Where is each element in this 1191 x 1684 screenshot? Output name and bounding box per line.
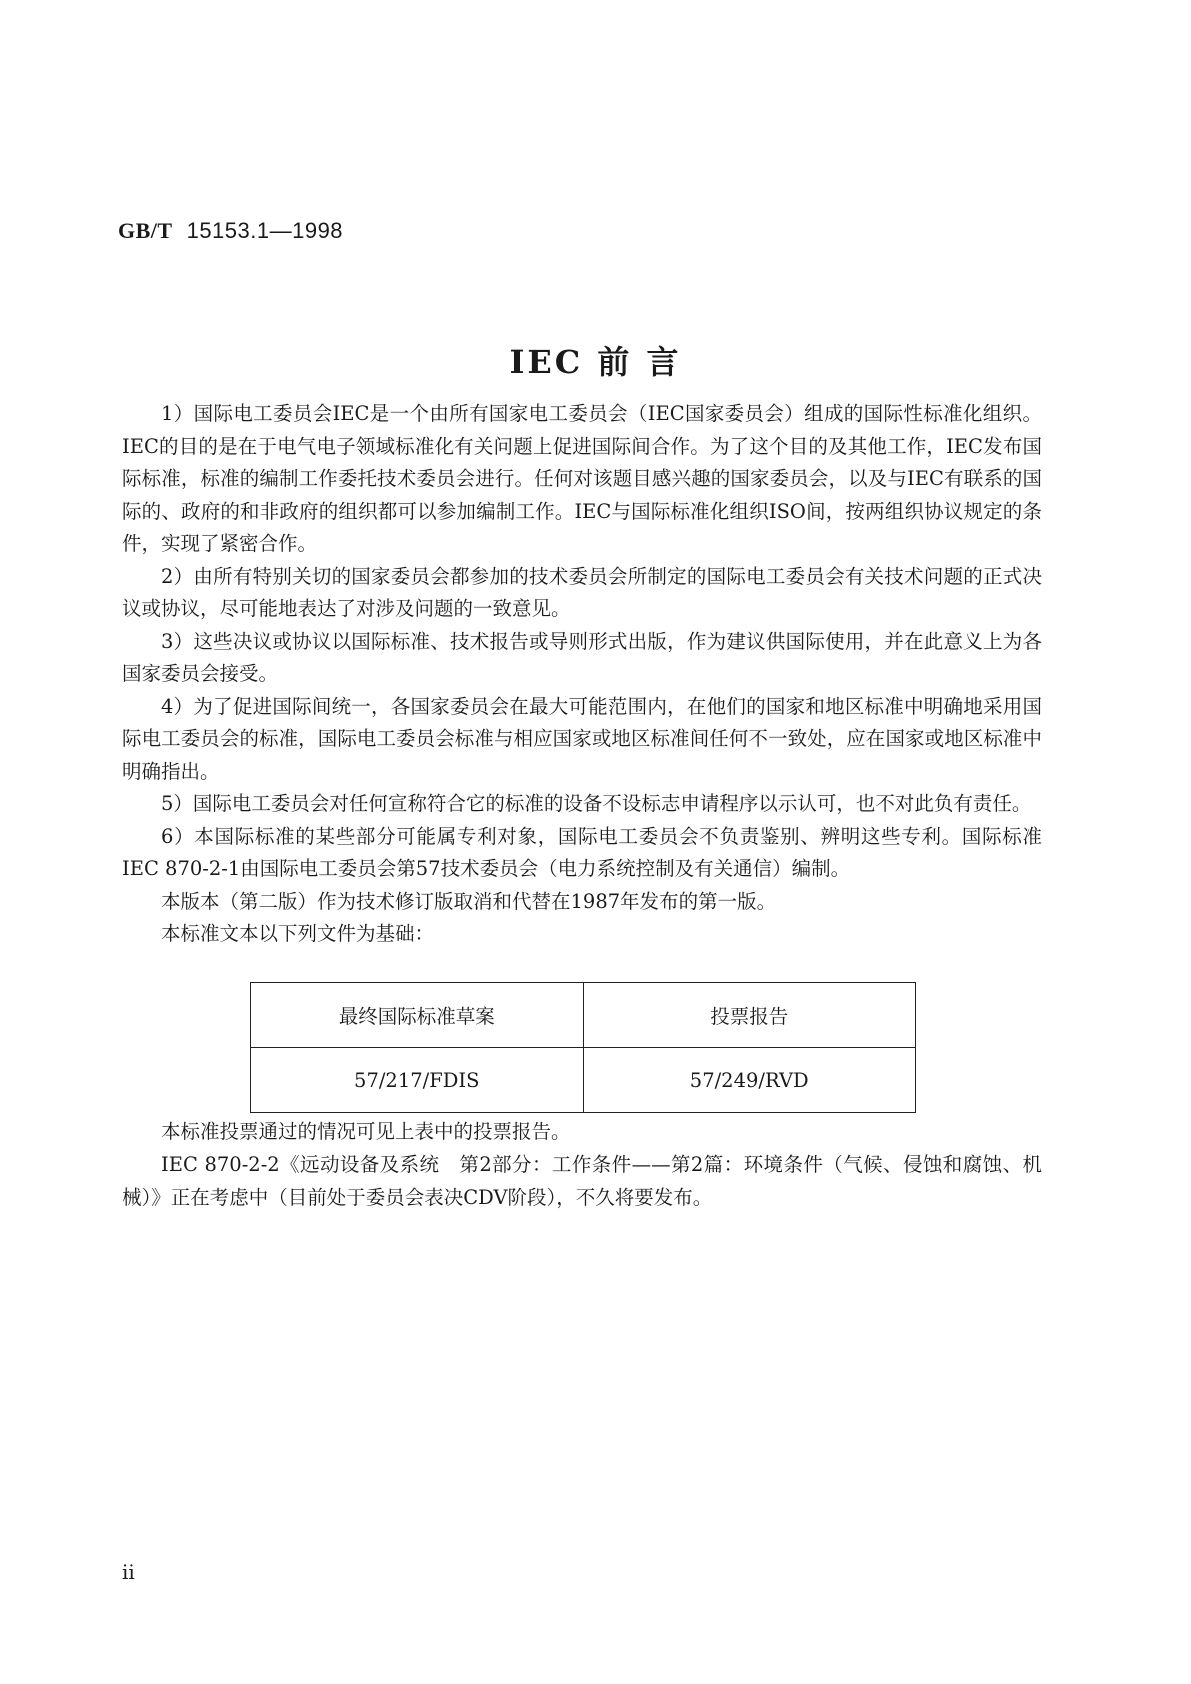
- paragraph-1: 1）国际电工委员会IEC是一个由所有国家电工委员会（IEC国家委员会）组成的国际性标准化组织。IEC的目的是在于电气电子领域标准化有关问题上促进国际间合作。为了这个目的及其他工作，IEC发布国际标准，标准的编制工作委托技术委员会进行。任何对该题目感兴趣的国家委员会，以及与IEC有联系的国际的、政府的和非政府的组织都可以参加编制工作。IEC与国际标准化组织ISO间，按两组织协议规定的条件，实现了紧密合作。: [122, 402, 1042, 555]
- paragraph-2: 2）由所有特别关切的国家委员会都参加的技术委员会所制定的国际电工委员会有关技术问题的正式决议或协议，尽可能地表达了对涉及问题的一致意见。: [122, 564, 1042, 620]
- table-header-fdis: 最终国际标准草案: [251, 983, 584, 1048]
- table-header-row: [251, 983, 916, 1048]
- table-header-rvd: 投票报告: [583, 983, 916, 1048]
- paragraph-voting: 本标准投票通过的情况可见上表中的投票报告。: [161, 1120, 571, 1143]
- page-number: ii: [122, 1560, 135, 1584]
- gb-label: GB/T: [118, 218, 173, 243]
- table-row: [251, 1048, 916, 1113]
- page-title: IEC 前 言: [509, 343, 682, 381]
- paragraph-edition: 本版本（第二版）作为技术修订版取消和代替在1987年发布的第一版。: [161, 889, 777, 913]
- paragraph-basis: 本标准文本以下列文件为基础：: [161, 922, 435, 945]
- foreword-tail: [122, 1115, 1042, 1214]
- table-cell-rvd: 57/249/RVD: [583, 1048, 916, 1113]
- foreword-body: [122, 398, 1042, 951]
- paragraph-6: 6）本国际标准的某些部分可能属专利对象，国际电工委员会不负责鉴别、辨明这些专利。国际标准IEC 870-2-1由国际电工委员会第57技术委员会（电力系统控制及有关通信）编制。: [122, 824, 1042, 880]
- paragraph-3: 3）这些决议或协议以国际标准、技术报告或导则形式出版，作为建议供国际使用，并在此意义上为各国家委员会接受。: [122, 629, 1042, 685]
- standard-code: [118, 218, 343, 244]
- paragraph-iec-870-2-2: IEC 870-2-2《远动设备及系统 第2部分：工作条件——第2篇：环境条件（气候、侵蚀和腐蚀、机械）》正在考虑中（目前处于委员会表决CDV阶段），不久将要发布。: [122, 1153, 1042, 1209]
- paragraph-4: 4）为了促进国际间统一，各国家委员会在最大可能范围内，在他们的国家和地区标准中明确地采用国际电工委员会的标准，国际电工委员会标准与相应国家或地区标准间任何不一致处，应在国家或地区标准中明确指出。: [122, 694, 1042, 783]
- documents-table: [250, 982, 916, 1113]
- table-cell-fdis: 57/217/FDIS: [251, 1048, 584, 1113]
- paragraph-5: 5）国际电工委员会对任何宣称符合它的标准的设备不设标志申请程序以示认可，也不对此负有责任。: [161, 792, 1032, 815]
- standard-number: 15153.1—1998: [186, 218, 344, 243]
